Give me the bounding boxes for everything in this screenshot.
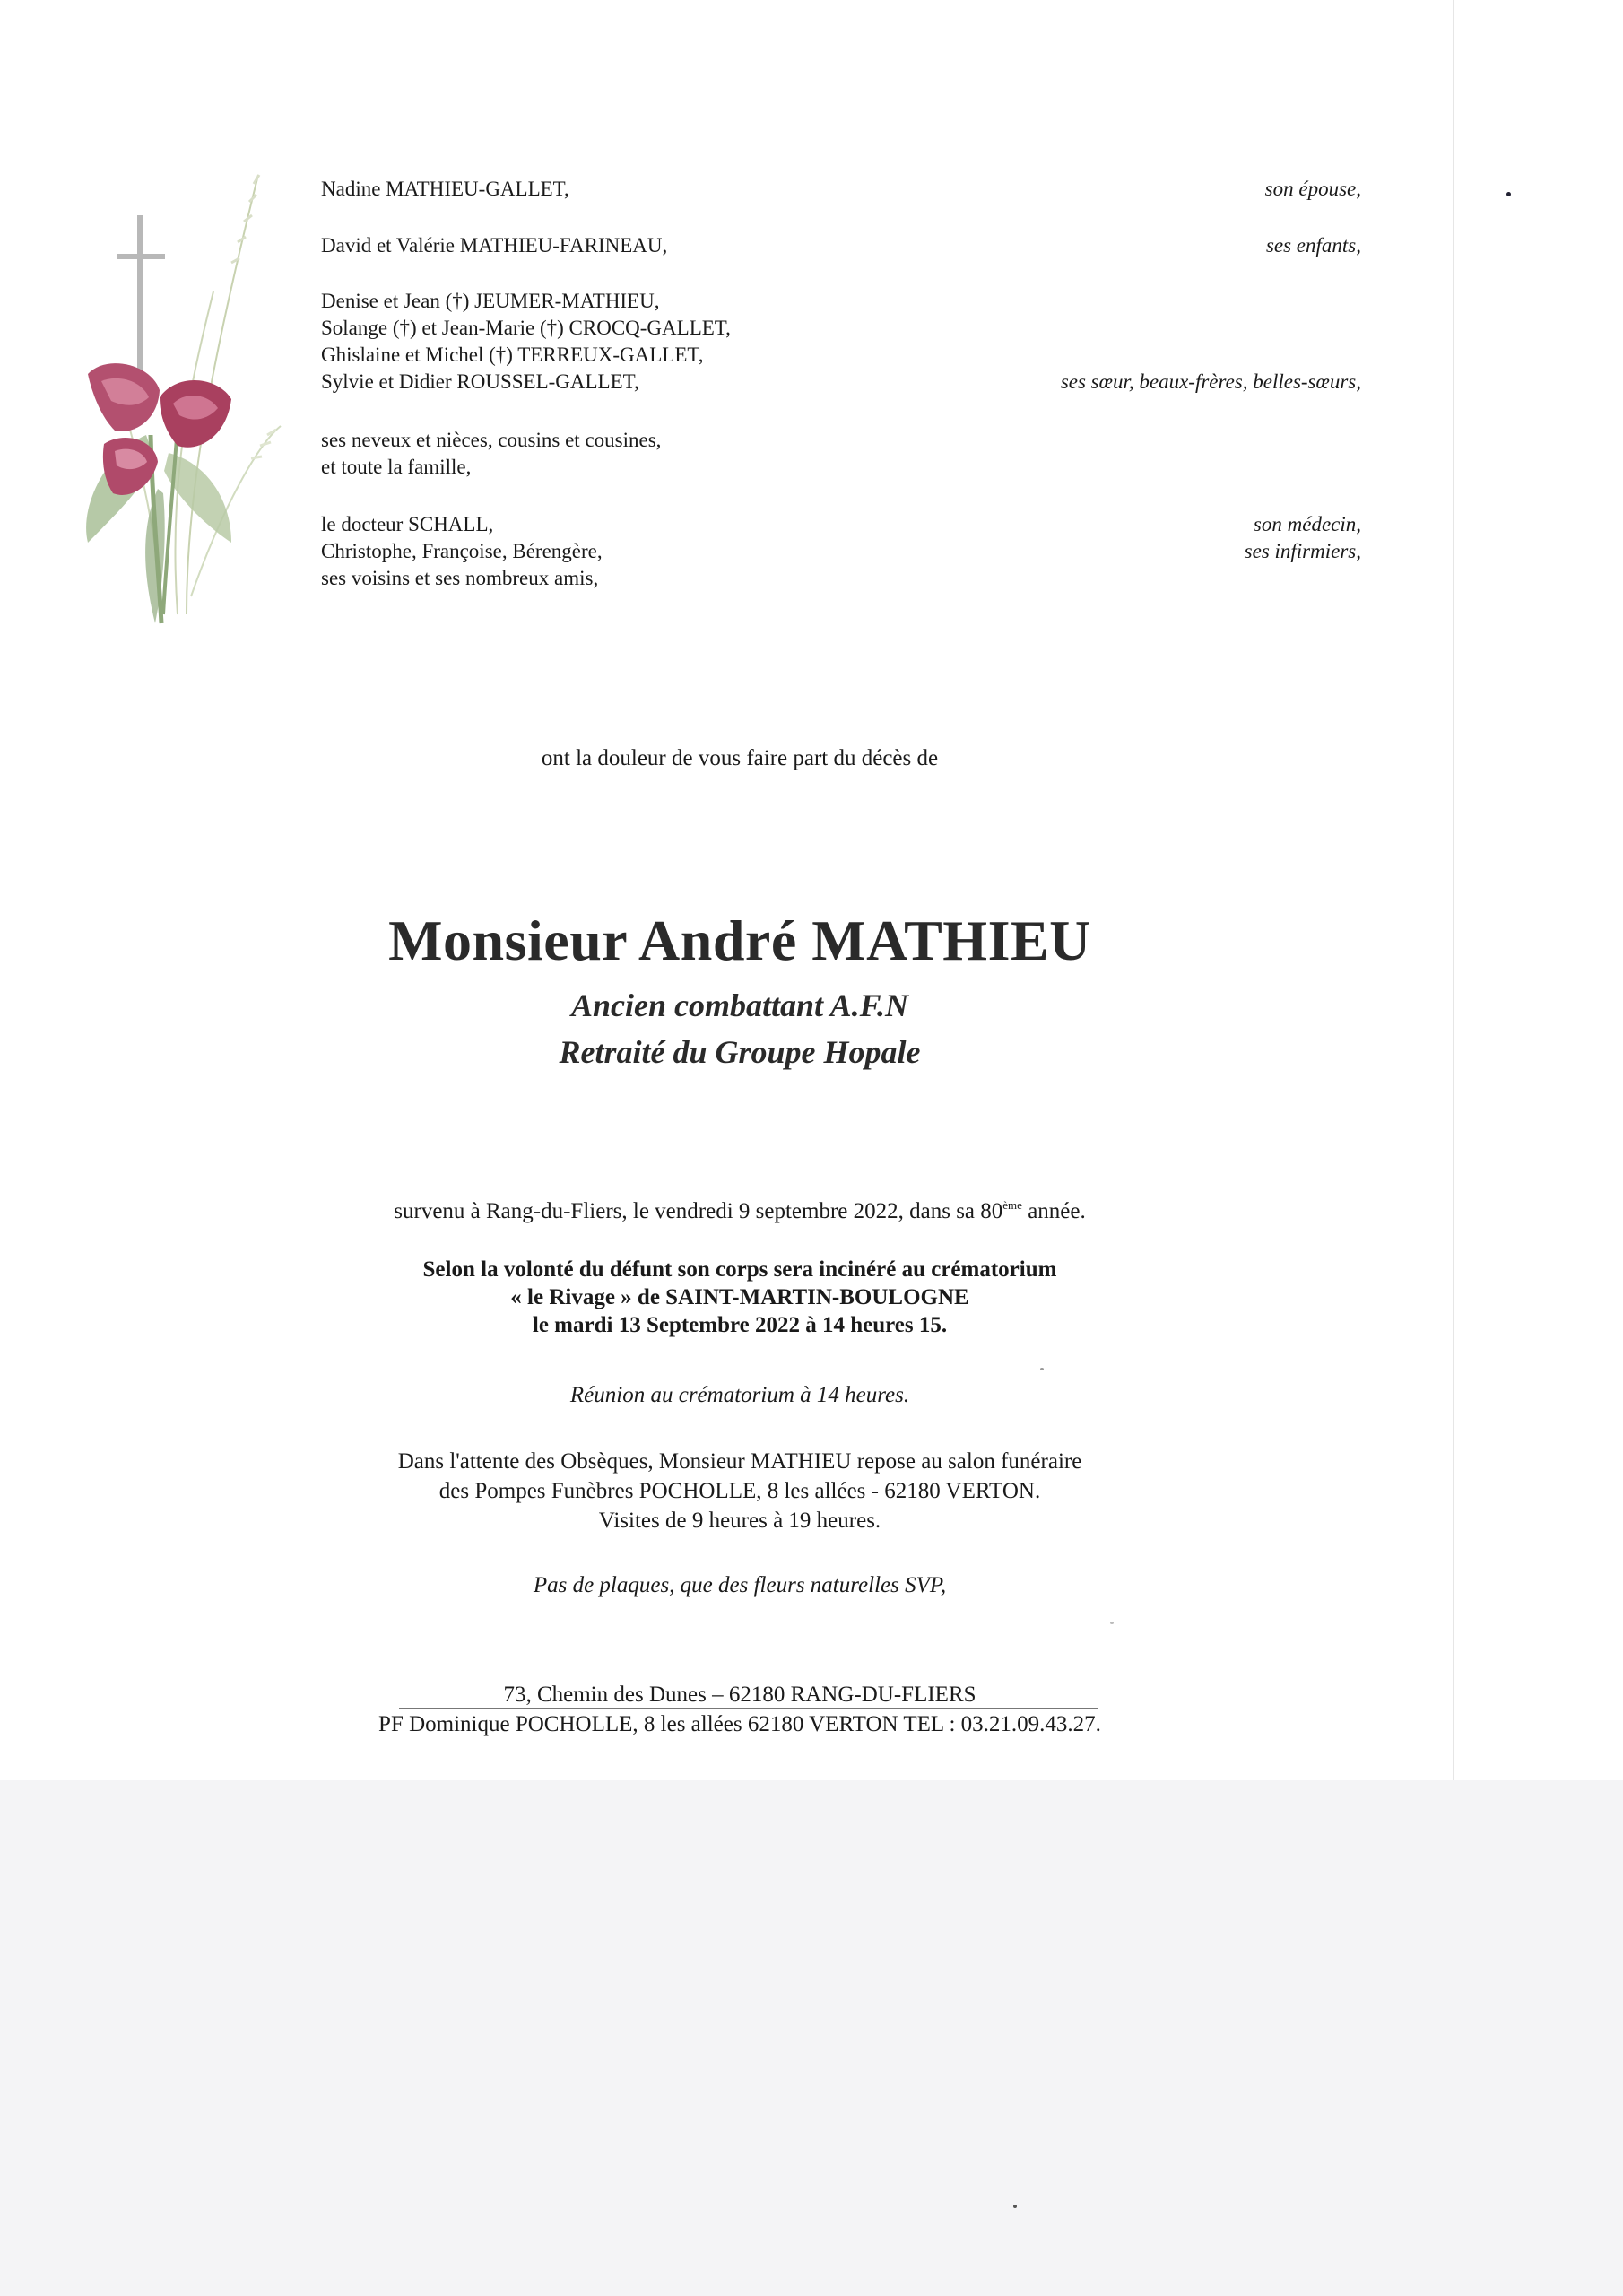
salon-line: Visites de 9 heures à 19 heures. <box>598 1509 881 1533</box>
salon-line: Dans l'attente des Obsèques, Monsieur MATHIEU repose au salon funéraire <box>397 1449 1082 1474</box>
death-text: survenu à Rang-du-Fliers, le vendredi 9 septembre 2022, dans sa 80 <box>394 1199 1003 1223</box>
deceased-title: Ancien combattant A.F.N <box>570 987 909 1023</box>
family-role: son médecin, <box>1253 513 1361 535</box>
ceremony-line: Selon la volonté du défunt son corps sera incinéré au crématorium <box>422 1257 1057 1282</box>
family-group-extended <box>321 427 1361 481</box>
family-group-spouse <box>321 176 1361 203</box>
family-role: ses enfants, <box>1265 234 1361 257</box>
family-group-friends <box>321 511 1361 592</box>
scan-speck <box>1110 1622 1114 1624</box>
family-roles <box>1245 511 1361 565</box>
family-name: Denise et Jean (†) JEUMER-MATHIEU, <box>321 290 660 312</box>
footer <box>0 1680 1551 1739</box>
cross-and-calla-lily-icon <box>52 166 285 632</box>
announcement-intro: ont la douleur de vous faire part du décès de <box>541 746 939 770</box>
scan-speck <box>1013 2205 1017 2208</box>
footer-funeral-home: PF Dominique POCHOLLE, 8 les allées 62180 VERTON TEL : 03.21.09.43.27. <box>378 1712 1101 1736</box>
footer-address: 73, Chemin des Dunes – 62180 RANG-DU-FLIERS <box>503 1683 976 1707</box>
family-name: ses voisins et ses nombreux amis, <box>321 567 599 589</box>
flowers-note: Pas de plaques, que des fleurs naturelles SVP, <box>533 1573 947 1597</box>
ordinal-suffix: ème <box>1002 1198 1022 1212</box>
family-role: ses infirmiers, <box>1244 540 1361 562</box>
family-name: Ghislaine et Michel (†) TERREUX-GALLET, <box>321 344 704 366</box>
family-name: Christophe, Françoise, Bérengère, <box>321 540 603 562</box>
ceremony-line: « le Rivage » de SAINT-MARTIN-BOULOGNE <box>510 1285 969 1309</box>
family-name: Sylvie et Didier ROUSSEL-GALLET, <box>321 370 639 393</box>
scan-speck <box>1040 1368 1044 1370</box>
scan-background-area <box>0 1780 1623 2296</box>
family-role: ses sœur, beaux-frères, belles-sœurs, <box>1060 370 1361 393</box>
ceremony-details <box>0 1256 1551 1339</box>
salon-line: des Pompes Funèbres POCHOLLE, 8 les allées - 62180 VERTON. <box>438 1479 1041 1503</box>
family-role: son épouse, <box>1264 178 1361 200</box>
death-text-end: année. <box>1021 1199 1086 1223</box>
deceased-name: Monsieur André MATHIEU <box>388 909 1091 972</box>
scan-speck <box>1506 192 1511 196</box>
deceased-title: Retraité du Groupe Hopale <box>559 1034 921 1070</box>
family-group-siblings <box>321 288 1361 396</box>
family-name: David et Valérie MATHIEU-FARINEAU, <box>321 234 668 257</box>
footer-divider <box>399 1708 1098 1709</box>
family-name: Solange (†) et Jean-Marie (†) CROCQ-GALLET, <box>321 317 731 339</box>
ceremony-line: le mardi 13 Septembre 2022 à 14 heures 15. <box>532 1313 948 1337</box>
reunion-note: Réunion au crématorium à 14 heures. <box>569 1383 910 1407</box>
family-name: le docteur SCHALL, <box>321 513 494 535</box>
family-name: ses neveux et nièces, cousins et cousines, <box>321 429 662 451</box>
family-group-children <box>321 232 1361 259</box>
family-name: et toute la famille, <box>321 456 472 478</box>
family-name: Nadine MATHIEU-GALLET, <box>321 178 569 200</box>
salon-details <box>0 1447 1551 1535</box>
death-details <box>0 1198 1551 1224</box>
